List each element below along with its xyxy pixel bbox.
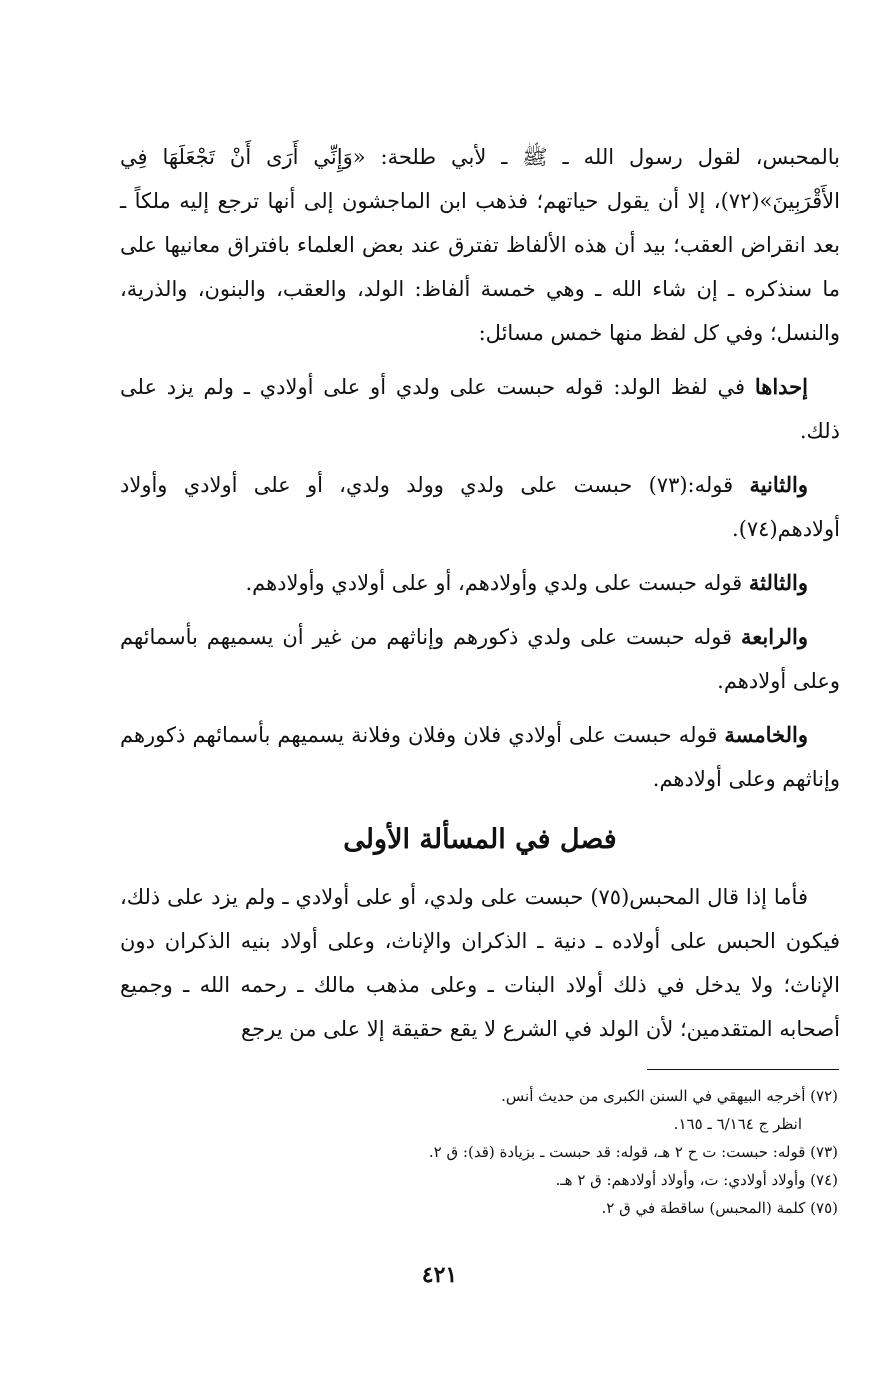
question-4-text: قوله حبست على ولدي ذكورهم وإناثهم من غير أن يسميهم بأسمائهم وعلى أولادهم. (120, 625, 840, 693)
question-1-text: في لفظ الولد: قوله حبست على ولدي أو على أولادي ـ ولم يزد على ذلك. (120, 375, 840, 443)
page-number: ٤٢١ (421, 1262, 458, 1288)
footnotes (120, 1082, 838, 1222)
question-2-text: قوله:(٧٣) حبست على ولدي وولد ولدي، أو على أولادي وأولاد أولادهم(٧٤). (120, 473, 840, 541)
question-5-lead: والخامسة (724, 722, 808, 747)
footnote-72-ref: انظر ج ٦/١٦٤ ـ ١٦٥. (673, 1115, 802, 1133)
question-5-text: قوله حبست على أولادي فلان وفلان وفلانة يسميهم بأسمائهم ذكورهم وإناثهم وعلى أولادهم. (120, 723, 840, 791)
question-2 (120, 463, 840, 551)
footnote-divider (647, 1069, 839, 1070)
question-1 (120, 365, 840, 453)
question-3-text: قوله حبست على ولدي وأولادهم، أو على أولادي وأولادهم. (245, 571, 749, 595)
question-3-lead: والثالثة (748, 570, 808, 595)
question-4-lead: والرابعة (740, 624, 808, 649)
section-heading: فصل في المسألة الأولى (343, 824, 617, 855)
question-5 (120, 713, 840, 801)
section-paragraph: فأما إذا قال المحبس(٧٥) حبست على ولدي، أو على أولادي ـ ولم يزد على ذلك، فيكون الحبس على أولاده ـ دنية ـ الذكران والإناث، وعلى أولاد بنيه الذكران دون الإناث؛ ولا يدخل في ذلك أولاد البنات ـ وعلى مذهب مالك ـ رحمه الله ـ وجميع أصحابه المتقدمين؛ لأن الولد في الشرع لا يقع حقيقة إلا على من يرجع (120, 885, 840, 1041)
question-4 (120, 615, 840, 703)
footnote-75: (٧٥) كلمة (المحبس) ساقطة في ق ٢. (601, 1199, 838, 1217)
question-2-lead: والثانية (749, 472, 808, 497)
intro-paragraph: بالمحبس، لقول رسول الله ـ ﷺ ـ لأبي طلحة: «وَإِنِّي أَرَى أَنْ تَجْعَلَهَا فِي الأَقْرَبِينَ»(٧٢)، إلا أن يقول حياتهم؛ فذهب ابن الماجشون إلى أنها ترجع إليه ملكاً ـ بعد انقراض العقب؛ بيد أن هذه الألفاظ تفترق عند بعض العلماء بافتراق معانيها على ما سنذكره ـ إن شاء الله ـ وهي خمسة ألفاظ: الولد، والعقب، والبنون، والذرية، والنسل؛ وفي كل لفظ منها خمس مسائل: (120, 145, 840, 345)
main-text (120, 135, 840, 811)
question-3 (120, 561, 840, 605)
footnote-74: (٧٤) وأولاد أولادي: ت، وأولاد أولادهم: ق ٢ هـ. (555, 1171, 838, 1189)
footnote-73: (٧٣) قوله: حبست: ت ح ٢ هـ، قوله: قد حبست ـ بزيادة (قد): ق ٢. (428, 1143, 838, 1161)
question-1-lead: إحداها (754, 374, 808, 399)
footnote-72: (٧٢) أخرجه البيهقي في السنن الكبرى من حديث أنس. (501, 1087, 838, 1105)
section-body (120, 875, 840, 1051)
